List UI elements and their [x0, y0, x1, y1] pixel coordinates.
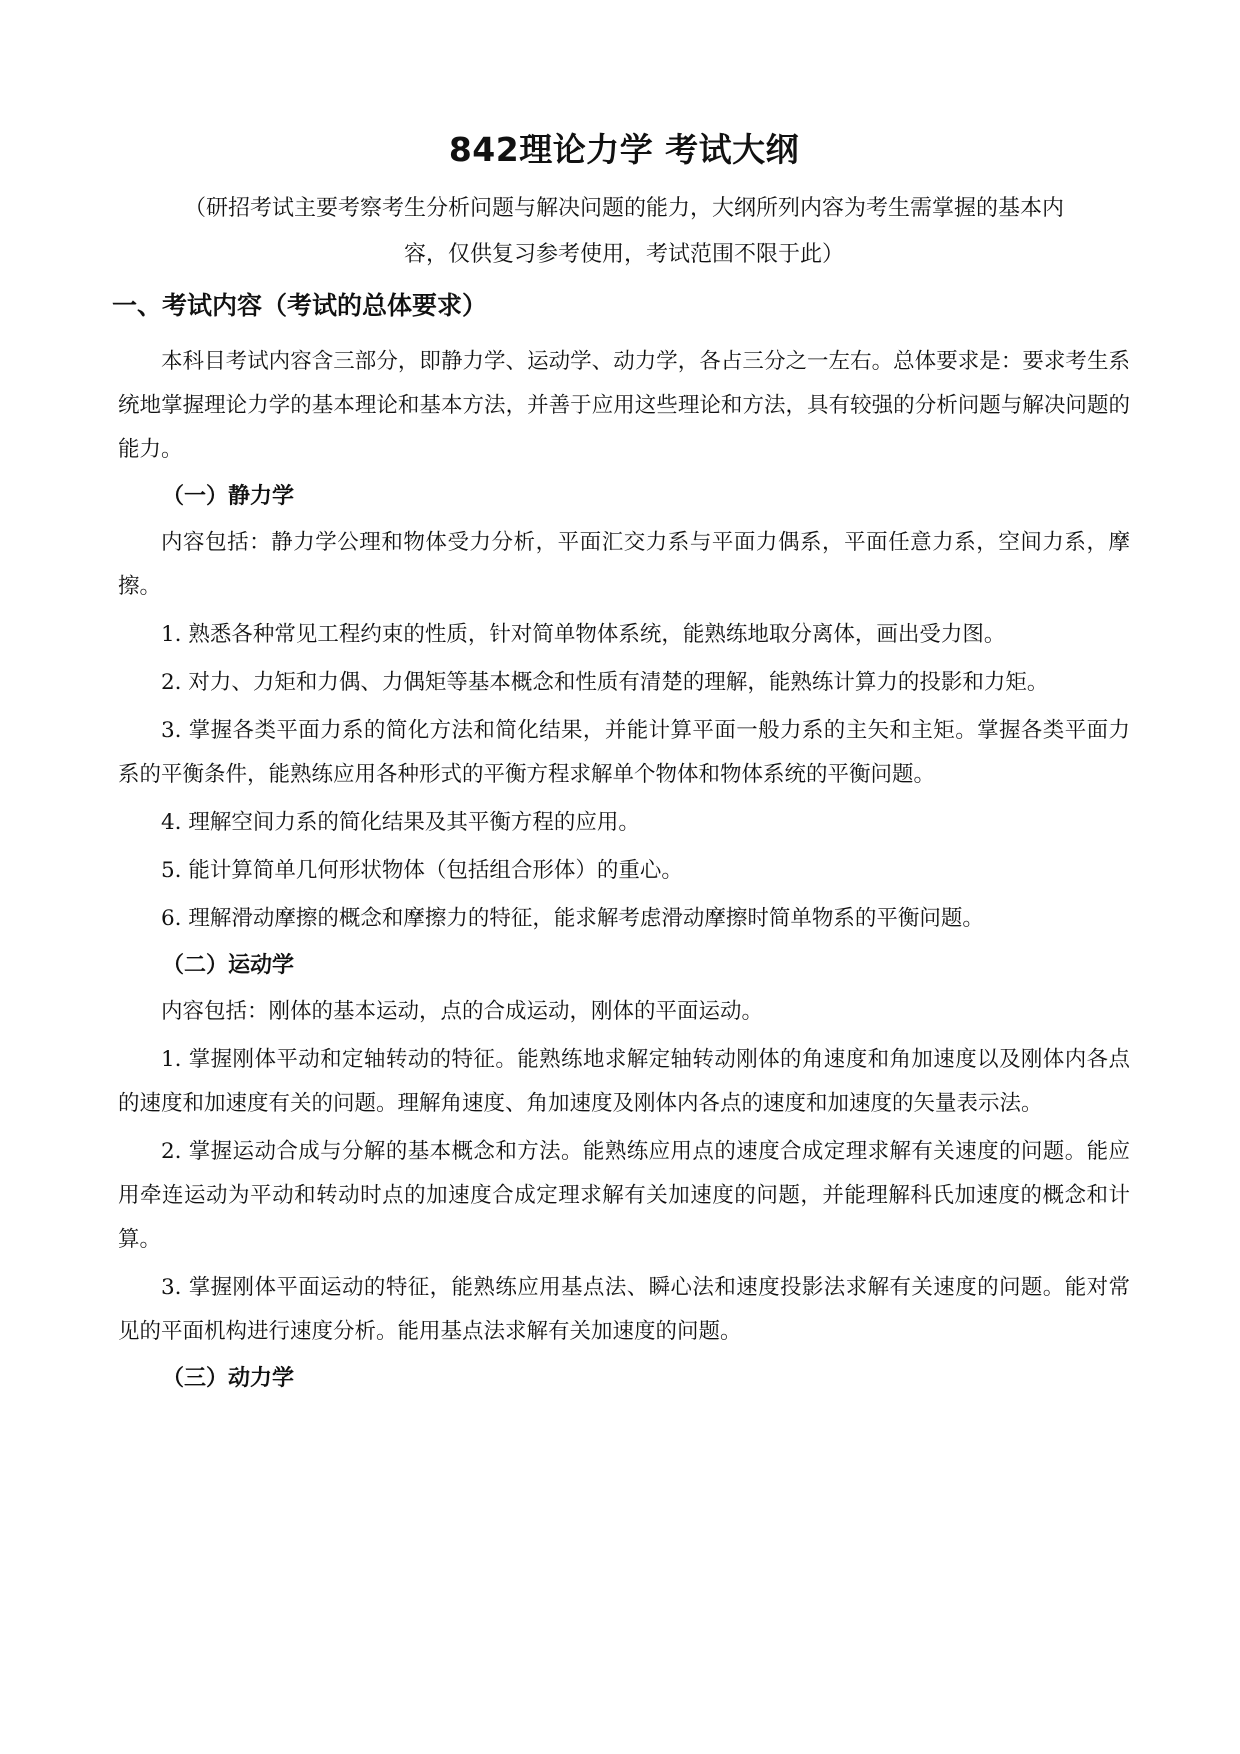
statics-item-2: 2. 对力、力矩和力偶、力偶矩等基本概念和性质有清楚的理解，能熟练计算力的投影和力矩。: [161, 670, 1049, 695]
document-page: [112, 128, 1130, 1403]
kinematics-item-3: 3. 掌握刚体平面运动的特征，能熟练应用基点法、瞬心法和速度投影法求解有关速度的问题。能对常见的平面机构进行速度分析。能用基点法求解有关加速度的问题。: [118, 1275, 1130, 1344]
statics-item-6: 6. 理解滑动摩擦的概念和摩擦力的特征，能求解考虑滑动摩擦时简单物系的平衡问题。: [161, 906, 984, 931]
kinematics-item-2: 2. 掌握运动合成与分解的基本概念和方法。能熟练应用点的速度合成定理求解有关速度的问题。能应用牵连运动为平动和转动时点的加速度合成定理求解有关加速度的问题，并能理解科氏加速度的概念和计算。: [118, 1139, 1130, 1252]
statics-item-4: 4. 理解空间力系的简化结果及其平衡方程的应用。: [161, 810, 640, 835]
subsection-title: 运动学: [228, 953, 295, 978]
document-title: 842理论力学 考试大纲: [448, 130, 800, 169]
subsection-heading-statics: [162, 476, 1130, 517]
subsection-heading-dynamics: [162, 1358, 1130, 1399]
subsection-index: （一）: [162, 483, 229, 509]
section-heading-exam-content: 一、考试内容（考试的总体要求）: [112, 291, 488, 320]
document-subtitle: [106, 186, 1142, 278]
section-intro-paragraph: 本科目考试内容含三部分，即静力学、运动学、动力学，各占三分之一左右。总体要求是：要求考生系统地掌握理论力学的基本理论和基本方法，并善于应用这些理论和方法，具有较强的分析问题与解决问题的能力。: [118, 349, 1130, 462]
subtitle-line-1: （研招考试主要考察考生分析问题与解决问题的能力，大纲所列内容为考生需掌握的基本内: [183, 196, 1064, 221]
kinematics-item-1: 1. 掌握刚体平动和定轴转动的特征。能熟练地求解定轴转动刚体的角速度和角加速度以及刚体内各点的速度和加速度有关的问题。理解角速度、角加速度及刚体内各点的速度和加速度的矢量表示法。: [118, 1047, 1130, 1116]
subsection-title: 动力学: [228, 1366, 295, 1391]
subsection-index: （二）: [162, 952, 229, 978]
subsection-index: （三）: [162, 1365, 229, 1391]
statics-content-paragraph: 内容包括：静力学公理和物体受力分析，平面汇交力系与平面力偶系，平面任意力系，空间力系，摩擦。: [118, 530, 1130, 599]
statics-item-3: 3. 掌握各类平面力系的简化方法和简化结果，并能计算平面一般力系的主矢和主矩。掌握各类平面力系的平衡条件，能熟练应用各种形式的平衡方程求解单个物体和物体系统的平衡问题。: [118, 718, 1130, 787]
kinematics-content-paragraph: 内容包括：刚体的基本运动，点的合成运动，刚体的平面运动。: [161, 999, 764, 1024]
statics-item-1: 1. 熟悉各种常见工程约束的性质，针对简单物体系统，能熟练地取分离体，画出受力图。: [161, 622, 1006, 647]
subsection-title: 静力学: [228, 484, 295, 509]
subsection-heading-kinematics: [162, 945, 1130, 986]
subtitle-line-2: 容，仅供复习参考使用，考试范围不限于此）: [403, 242, 844, 267]
statics-item-5: 5. 能计算简单几何形状物体（包括组合形体）的重心。: [161, 858, 683, 883]
